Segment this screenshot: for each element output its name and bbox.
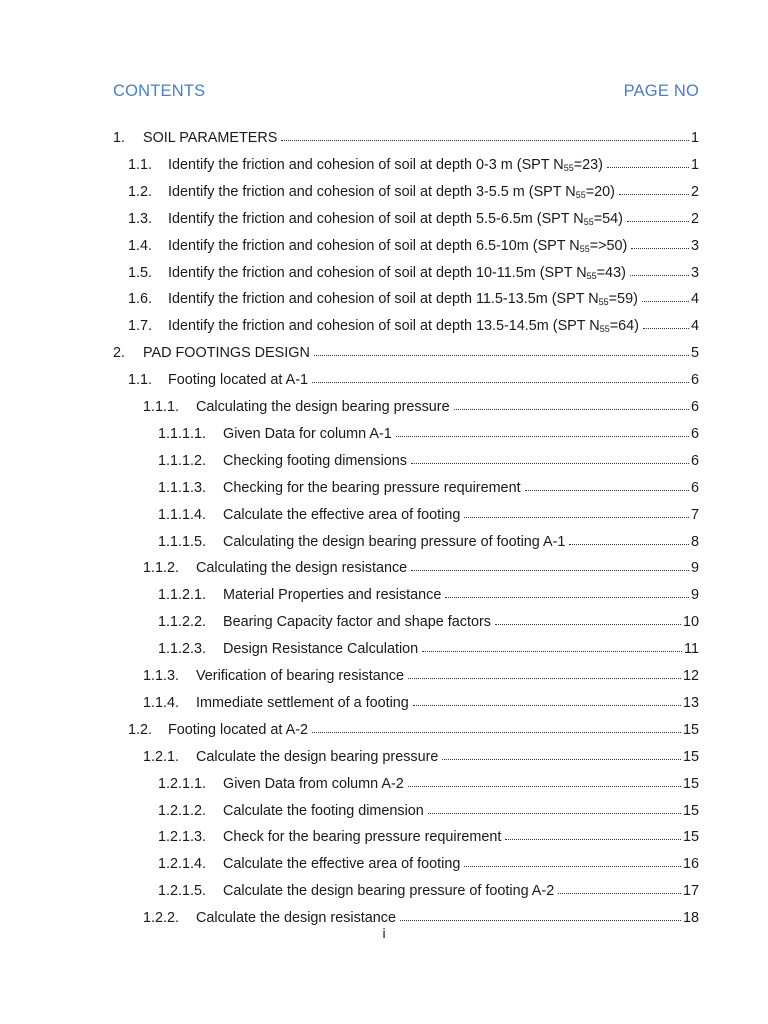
toc-entry-title: Footing located at A-1 <box>168 372 308 389</box>
toc-entry-page: 18 <box>682 910 699 927</box>
dot-leader <box>495 608 681 625</box>
toc-entry-page: 3 <box>690 237 699 254</box>
toc-entry-number: 1.1. <box>128 372 153 389</box>
toc-entry[interactable] <box>128 313 699 337</box>
toc-entry[interactable] <box>113 125 699 149</box>
toc-entry-page: 6 <box>690 425 699 442</box>
toc-entry-title: Calculate the design resistance <box>196 910 396 927</box>
page-number: i <box>382 925 386 941</box>
dot-leader <box>630 259 689 276</box>
toc-entry-number: 1.6. <box>128 291 153 308</box>
toc-entry[interactable] <box>128 179 699 203</box>
toc-entry-page: 12 <box>682 668 699 684</box>
toc-entry-page: 15 <box>682 748 699 765</box>
toc-entry[interactable] <box>143 394 699 418</box>
toc-entry-page: 6 <box>690 452 699 469</box>
toc-entry-number: 1.2.2. <box>143 910 180 927</box>
toc-entry-title: Calculating the design resistance <box>196 560 408 577</box>
toc-entry-title: Design Resistance Calculation <box>223 641 419 658</box>
toc-entry-title: Calculating the design bearing pressure <box>196 399 450 415</box>
toc-entry[interactable] <box>158 771 699 795</box>
toc-entry-number: 1.1.1.1. <box>158 425 207 442</box>
toc-entry-page: 6 <box>690 479 699 496</box>
toc-entry-number: 1.5. <box>128 264 153 281</box>
toc-entry-number: 1.1.1.4. <box>158 506 207 523</box>
toc-entry-number: 1.2. <box>128 721 153 738</box>
dot-leader <box>411 447 689 464</box>
dot-leader <box>631 232 689 249</box>
toc-entry-number: 1.7. <box>128 318 153 335</box>
toc-entry-title: Verification of bearing resistance <box>196 668 404 684</box>
toc-entry-page: 5 <box>690 345 699 362</box>
toc-entry-title: Calculating the design bearing pressure of footing A-1 <box>223 533 566 550</box>
toc-entry[interactable] <box>128 233 699 257</box>
toc-entry-number: 2. <box>113 345 126 362</box>
page-no-heading: PAGE NO <box>623 82 699 100</box>
subscript: 55 <box>586 270 597 281</box>
toc-entry-number: 1.2.1.1. <box>158 775 207 792</box>
toc-entry[interactable] <box>143 690 699 714</box>
toc-entry-page: 15 <box>682 829 699 846</box>
dot-leader <box>454 393 689 410</box>
toc-header <box>113 82 699 101</box>
toc-entry[interactable] <box>143 663 699 687</box>
dot-leader <box>642 285 689 302</box>
toc-entry[interactable] <box>158 851 699 875</box>
dot-leader <box>569 528 689 545</box>
toc-entry-number: 1.1.2.1. <box>158 587 207 604</box>
toc-entry-title: SOIL PARAMETERS <box>143 130 278 146</box>
dot-leader <box>442 743 681 760</box>
toc-entry-number: 1.1.1.2. <box>158 452 207 469</box>
toc-entry-page: 9 <box>690 587 699 604</box>
dot-leader <box>413 689 681 706</box>
dot-leader <box>464 850 681 867</box>
toc-entry-page: 16 <box>682 856 699 873</box>
toc-entry[interactable] <box>143 555 699 579</box>
toc-entry-title: Calculate the design bearing pressure of footing A-2 <box>223 883 555 900</box>
toc-entry[interactable] <box>143 744 699 768</box>
subscript: 55 <box>583 216 594 227</box>
toc-entry-number: 1.2. <box>128 183 153 200</box>
toc-entry-number: 1.1.1.5. <box>158 533 207 550</box>
toc-entry-title: Identify the friction and cohesion of soil at depth 13.5-14.5m (SPT $N_{55}=64$) <box>168 318 639 335</box>
dot-leader <box>505 823 681 840</box>
dot-leader <box>627 205 689 222</box>
dot-leader <box>281 124 689 141</box>
toc-entry-title: Checking for the bearing pressure requirement <box>223 479 521 496</box>
toc-entry-number: 1.4. <box>128 237 153 254</box>
dot-leader <box>312 366 689 383</box>
toc-entry[interactable] <box>158 475 699 499</box>
dot-leader <box>525 474 689 491</box>
toc-entry-number: 1.2.1.4. <box>158 856 207 873</box>
toc-entry-page: 2 <box>690 183 699 200</box>
dot-leader <box>411 554 689 571</box>
toc-entry-title: Calculate the footing dimension <box>223 802 424 819</box>
toc-entry-title: Identify the friction and cohesion of soil at depth 11.5-13.5m (SPT $N_{55}=59$) <box>168 291 638 308</box>
contents-heading: CONTENTS <box>113 82 206 100</box>
toc-entry-title: Identify the friction and cohesion of soil at depth 0-3 m (SPT $N_{55}=23$) <box>168 156 603 173</box>
toc-entry-page: 15 <box>682 721 699 738</box>
toc-entry[interactable] <box>158 824 699 848</box>
toc-entry-page: 8 <box>690 533 699 550</box>
toc-entry-title: Calculate the effective area of footing <box>223 856 461 873</box>
toc-entry-page: 6 <box>690 372 699 389</box>
toc-entry[interactable] <box>158 636 699 660</box>
toc-entry-title: Material Properties and resistance <box>223 587 442 604</box>
toc-entry-page: 9 <box>690 560 699 577</box>
toc-entry-title: PAD FOOTINGS DESIGN <box>143 345 310 362</box>
toc-entry[interactable] <box>158 502 699 526</box>
toc-entry-page: 7 <box>690 506 699 523</box>
subscript: 55 <box>563 162 574 173</box>
toc-entry-number: 1.1.1. <box>143 399 180 415</box>
dot-leader <box>408 662 681 679</box>
toc-entry-number: 1.1.1.3. <box>158 479 207 496</box>
dot-leader <box>643 312 689 329</box>
toc-entry-title: Given Data for column A-1 <box>223 425 392 442</box>
toc-entry-number: 1.1.2.2. <box>158 614 207 631</box>
toc-entry-number: 1.1.2.3. <box>158 641 207 658</box>
toc-entry-page: 1 <box>690 156 699 173</box>
dot-leader <box>314 339 689 356</box>
toc-entry-page: 3 <box>690 264 699 281</box>
toc-entry-page: 15 <box>682 775 699 792</box>
dot-leader <box>445 581 689 598</box>
toc-entry-page: 4 <box>690 291 699 308</box>
toc-entry[interactable] <box>158 609 699 633</box>
toc-entry-title: Calculate the design bearing pressure <box>196 748 439 765</box>
toc-entry-title: Immediate settlement of a footing <box>196 694 409 711</box>
subscript: 55 <box>575 189 586 200</box>
toc-entry[interactable] <box>128 367 699 391</box>
toc-entry-title: Calculate the effective area of footing <box>223 506 461 523</box>
toc-entry[interactable] <box>113 340 699 364</box>
subscript: 55 <box>599 324 610 335</box>
toc-entry-title: Identify the friction and cohesion of soil at depth 10-11.5m (SPT $N_{55}=43$) <box>168 264 626 281</box>
toc-entry[interactable] <box>128 152 699 176</box>
toc-entry-page: 17 <box>682 883 699 900</box>
toc-entry-page: 2 <box>690 210 699 227</box>
toc-entry-number: 1.2.1. <box>143 748 180 765</box>
dot-leader <box>558 877 681 894</box>
toc-entry-page: 10 <box>682 614 699 631</box>
toc-entry-page: 13 <box>682 694 699 711</box>
dot-leader <box>396 420 689 437</box>
toc-entry-title: Footing located at A-2 <box>168 721 308 738</box>
toc-entry-number: 1.2.1.2. <box>158 802 207 819</box>
toc-entry-title: Identify the friction and cohesion of soil at depth 6.5-10m (SPT $N_{55}=>50$) <box>168 237 628 254</box>
dot-leader <box>422 635 682 652</box>
toc-entry-title: Identify the friction and cohesion of soil at depth 5.5-6.5m (SPT $N_{55}=54$) <box>168 210 623 227</box>
toc-entry-number: 1.2.1.3. <box>158 829 207 846</box>
subscript: 55 <box>598 297 609 308</box>
toc-entry[interactable] <box>128 717 699 741</box>
toc-entry-page: 11 <box>684 641 699 658</box>
toc-entry[interactable] <box>128 260 699 284</box>
toc-entry[interactable] <box>158 448 699 472</box>
toc-entry-page: 4 <box>690 318 699 335</box>
dot-leader <box>464 501 689 518</box>
toc-entry[interactable] <box>158 798 699 822</box>
subscript: 55 <box>579 243 590 254</box>
dot-leader <box>312 716 681 733</box>
toc-entry[interactable] <box>128 286 699 310</box>
toc-entry[interactable] <box>158 878 699 902</box>
dot-leader <box>428 797 681 814</box>
dot-leader <box>607 151 689 168</box>
toc-entry-number: 1.1.4. <box>143 694 180 711</box>
dot-leader <box>408 770 681 787</box>
dot-leader <box>619 178 689 195</box>
toc-entry[interactable] <box>158 421 699 445</box>
toc-entry-number: 1.3. <box>128 210 153 227</box>
toc-entry-title: Identify the friction and cohesion of soil at depth 3-5.5 m (SPT $N_{55}=20$) <box>168 183 615 200</box>
toc-entry-page: 1 <box>690 130 699 146</box>
toc-entry-number: 1. <box>113 130 126 146</box>
toc-entry-number: 1.1.2. <box>143 560 180 577</box>
toc-entry-number: 1.2.1.5. <box>158 883 207 900</box>
toc-entry-number: 1.1.3. <box>143 668 180 684</box>
dot-leader <box>400 904 681 921</box>
toc-entry-title: Given Data from column A-2 <box>223 775 404 792</box>
toc-entry-title: Bearing Capacity factor and shape factors <box>223 614 491 631</box>
toc-entry-title: Checking footing dimensions <box>223 452 407 469</box>
toc-entry-page: 6 <box>690 399 699 415</box>
toc-entry-number: 1.1. <box>128 156 153 173</box>
toc-entry-page: 15 <box>682 802 699 819</box>
toc-entry[interactable] <box>158 582 699 606</box>
toc-entry[interactable] <box>158 529 699 553</box>
toc-entry[interactable] <box>128 206 699 230</box>
toc-entry-title: Check for the bearing pressure requirement <box>223 829 502 846</box>
